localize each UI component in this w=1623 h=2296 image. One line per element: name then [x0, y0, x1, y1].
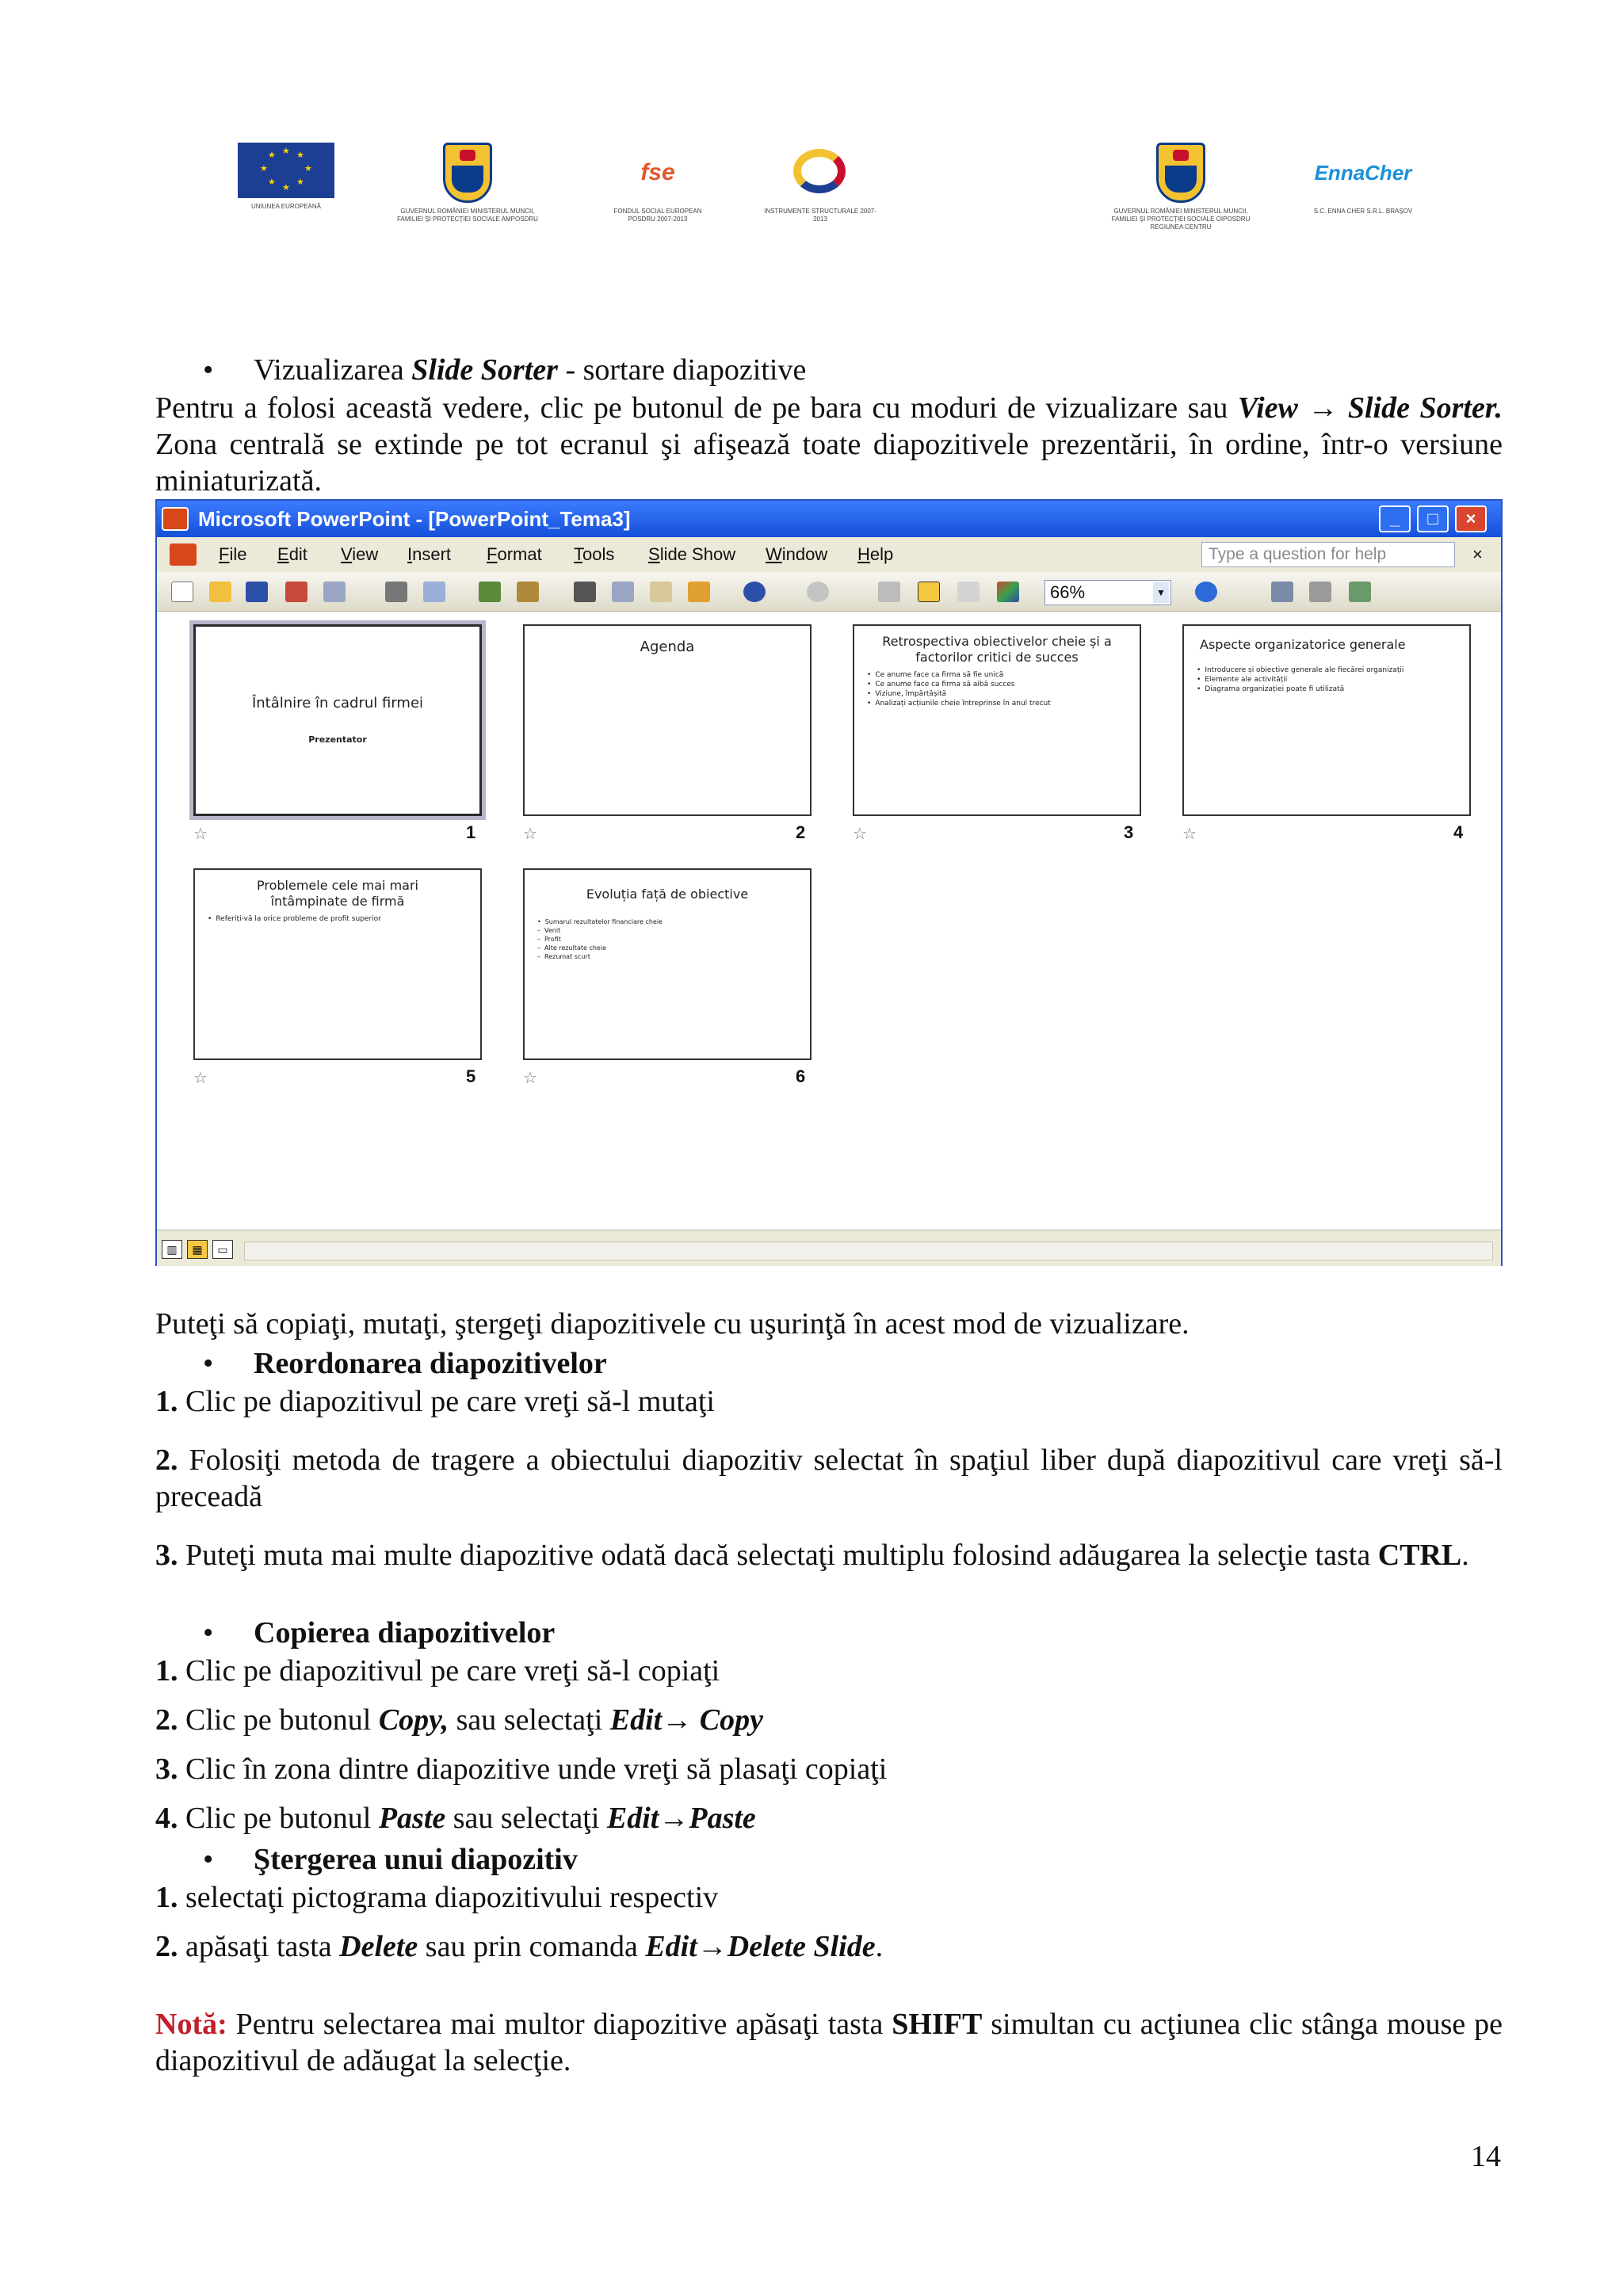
logo-caption: INSTRUMENTE STRUCTURALE 2007-2013	[764, 208, 876, 223]
menu-view[interactable]: View	[341, 544, 379, 564]
government-crest-logo-2	[1109, 143, 1252, 231]
ask-question-input[interactable]: Type a question for help	[1201, 542, 1455, 567]
slide-bullets: • Referiți-vă la orice probleme de profit superior	[217, 914, 472, 924]
slide-title: Aspecte organizatorice generale	[1200, 637, 1406, 652]
paragraph: Puteţi să copiaţi, mutaţi, ştergeţi diapozitivele cu uşurinţă în acest mod de vizualizare.	[155, 1307, 1190, 1341]
menu-window[interactable]: Window	[766, 544, 828, 564]
reorder-step-2: 2. Folosiţi metoda de tragere a obiectului diapozitiv selectat în spaţiul liber după diapozitivul care vreţi să-l preceadă	[155, 1444, 1503, 1513]
star-icon: ☆	[523, 1070, 537, 1087]
permission-icon[interactable]	[285, 582, 307, 602]
menu-help[interactable]: Help	[857, 544, 894, 564]
slide-bullets: • Introducere și obiective generale ale fiecărei organizații • Elemente ale activității • Diagrama organizației poate fi utilizată	[1206, 666, 1461, 694]
cut-icon[interactable]	[574, 582, 596, 602]
help-icon[interactable]	[1195, 582, 1217, 602]
copy-step-1: 1. Clic pe diapozitivul pe care vreţi să-l copiaţi	[155, 1654, 720, 1688]
slide-number: 3	[1124, 822, 1134, 842]
intro-paragraph: Pentru a folosi această vedere, clic pe butonul de pe bara cu moduri de vizualizare sau View → Slide Sorter. Zona centrală se extinde pe tot ecranul şi afişează toate diapozitivele prezentării, în ordine, într-o versiune miniaturizată.	[155, 391, 1503, 498]
powerpoint-app-icon	[162, 507, 189, 531]
email-icon[interactable]	[323, 582, 346, 602]
normal-view-icon[interactable]: ▥	[162, 1240, 182, 1259]
grid-icon[interactable]	[957, 582, 980, 602]
star-icon: ☆	[853, 826, 867, 843]
reorder-step-1: 1. Clic pe diapozitivul pe care vreţi să-l mutaţi	[155, 1385, 715, 1418]
slide-show-view-icon[interactable]: ▭	[212, 1240, 233, 1259]
paste-icon[interactable]	[650, 582, 672, 602]
note-paragraph: Notă: Pentru selectarea mai multor diapozitive apăsaţi tasta SHIFT simultan cu acţiunea clic stânga mouse pe diapozitivul de adăugat la selecţie.	[155, 2008, 1503, 2077]
copy-step-4: 4. Clic pe butonul Paste sau selectaţi Edit→Paste	[155, 1802, 756, 1835]
slide-title: Problemele cele mai mari întâmpinate de firmă	[257, 878, 418, 909]
menu-file[interactable]: File	[219, 544, 247, 564]
spelling-icon[interactable]	[479, 582, 501, 602]
slide-thumbnail[interactable]	[523, 868, 812, 1060]
star-icon: ☆	[523, 826, 537, 843]
slide-show-icon[interactable]	[1271, 582, 1293, 602]
chevron-down-icon: ▼	[1153, 582, 1169, 603]
ennacher-logo	[1284, 143, 1442, 215]
save-icon[interactable]	[246, 582, 268, 602]
logo-caption: UNIUNEA EUROPEANĂ	[250, 203, 322, 210]
slide-title: Evoluția față de obiective	[586, 887, 749, 902]
slide-thumbnail[interactable]	[193, 868, 482, 1060]
slide-subtitle: Prezentator	[308, 734, 367, 745]
logo-caption: GUVERNUL ROMÂNIEI MINISTERUL MUNCII, FAMILIEI ŞI PROTECŢIEI SOCIALE OIPOSDRU REGIUNEA CENTRU	[1111, 208, 1251, 231]
slide-number: 4	[1453, 822, 1464, 842]
print-preview-icon[interactable]	[423, 582, 445, 602]
show-formatting-icon[interactable]	[918, 582, 940, 602]
structural-instruments-logo	[761, 143, 880, 223]
fse-logo	[602, 143, 713, 223]
slide-sorter-view-icon[interactable]: ▦	[187, 1240, 208, 1259]
slide-bullets: • Sumarul rezultatelor financiare cheie – Venit – Profit – Alte rezultate cheie – Rezumat scurt	[547, 917, 802, 961]
slide-sorter-area	[157, 612, 1501, 1230]
copy-step-2: 2. Clic pe butonul Copy, sau selectaţi Edit→ Copy	[155, 1703, 763, 1737]
delete-step-1: 1. selectaţi pictograma diapozitivului respectiv	[155, 1881, 719, 1914]
slide-number: 2	[796, 822, 806, 842]
slide-bullets: • Ce anume face ca firma să fie unică • Ce anume face ca firma să aibă succes • Viziune, împărtășită • Analizați acțiunile cheie întreprinse în anul trecut	[876, 670, 1132, 708]
view-buttons-bar	[157, 1230, 1501, 1266]
maximize-button[interactable]: □	[1417, 505, 1449, 532]
crest-icon	[443, 143, 492, 203]
slide-thumbnail[interactable]	[193, 624, 482, 816]
close-document-button[interactable]: ×	[1472, 544, 1483, 564]
ennacher-logo-mark: EnnaCher	[1314, 160, 1412, 185]
logo-caption: FONDUL SOCIAL EUROPEAN POSDRU 2007-2013	[613, 208, 702, 223]
reorder-step-3: 3. Puteţi muta mai multe diapozitive odată dacă selectaţi multiplu folosind adăugarea la selecţie tasta CTRL.	[155, 1539, 1469, 1572]
open-icon[interactable]	[209, 582, 231, 602]
window-title: Microsoft PowerPoint - [PowerPoint_Tema3]	[198, 507, 631, 531]
slide-title: Agenda	[640, 639, 695, 655]
logo-caption: GUVERNUL ROMÂNIEI MINISTERUL MUNCII, FAMILIEI ŞI PROTECŢIEI SOCIALE AMPOSDRU	[397, 208, 538, 223]
structural-instruments-icon	[782, 143, 858, 203]
copy-step-3: 3. Clic în zona dintre diapozitive unde vreţi să plasaţi copiaţi	[155, 1753, 888, 1786]
menu-slide-show[interactable]: Slide Show	[648, 544, 736, 564]
color-grayscale-icon[interactable]	[997, 582, 1019, 602]
slide-title: Retrospectiva obiectivelor cheie și a factorilor critici de succes	[882, 634, 1112, 665]
menu-bar	[157, 537, 1501, 572]
document-menu-icon[interactable]	[170, 543, 197, 566]
logo-caption: S.C. ENNA CHER S.R.L. BRAŞOV	[1313, 208, 1413, 215]
star-icon: ☆	[193, 826, 208, 843]
powerpoint-window-screenshot	[155, 499, 1503, 1266]
slide-number: 1	[466, 822, 476, 842]
eu-flag-logo	[238, 143, 334, 211]
menu-format[interactable]: Format	[487, 544, 542, 564]
minimize-button[interactable]: _	[1379, 505, 1411, 532]
horizontal-scrollbar[interactable]	[244, 1241, 1493, 1261]
star-icon: ☆	[1182, 826, 1197, 843]
transition-icon[interactable]	[1309, 582, 1331, 602]
menu-edit[interactable]: Edit	[277, 544, 307, 564]
zoom-select[interactable]: 66% ▼	[1044, 580, 1171, 605]
design-icon[interactable]	[1349, 582, 1371, 602]
research-icon[interactable]	[517, 582, 539, 602]
print-icon[interactable]	[385, 582, 407, 602]
window-title-bar	[157, 501, 1501, 537]
close-button[interactable]: ×	[1455, 505, 1487, 532]
menu-insert[interactable]: Insert	[407, 544, 452, 564]
slide-thumbnail[interactable]	[853, 624, 1141, 816]
redo-icon[interactable]	[807, 582, 829, 602]
format-painter-icon[interactable]	[688, 582, 710, 602]
copy-icon[interactable]	[612, 582, 634, 602]
slide-thumbnail[interactable]	[523, 624, 812, 816]
page-number: 14	[1471, 2140, 1501, 2173]
star-icon: ☆	[193, 1070, 208, 1087]
delete-step-2: 2. apăsaţi tasta Delete sau prin comanda Edit→Delete Slide.	[155, 1930, 884, 1963]
expand-all-icon[interactable]	[878, 582, 900, 602]
crest-icon	[1156, 143, 1205, 203]
standard-toolbar	[157, 572, 1501, 612]
slide-number: 6	[796, 1066, 806, 1086]
new-icon[interactable]	[171, 582, 193, 602]
government-crest-logo	[396, 143, 539, 223]
undo-icon[interactable]	[743, 582, 766, 602]
slide-number: 5	[466, 1066, 476, 1086]
slide-title: Întâlnire în cadrul firmei	[251, 695, 424, 711]
eu-flag-icon: ★ ★ ★ ★ ★ ★ ★ ★	[238, 143, 334, 198]
fse-logo-mark: fse	[640, 159, 675, 185]
menu-tools[interactable]: Tools	[574, 544, 615, 564]
slide-thumbnail[interactable]	[1182, 624, 1471, 816]
